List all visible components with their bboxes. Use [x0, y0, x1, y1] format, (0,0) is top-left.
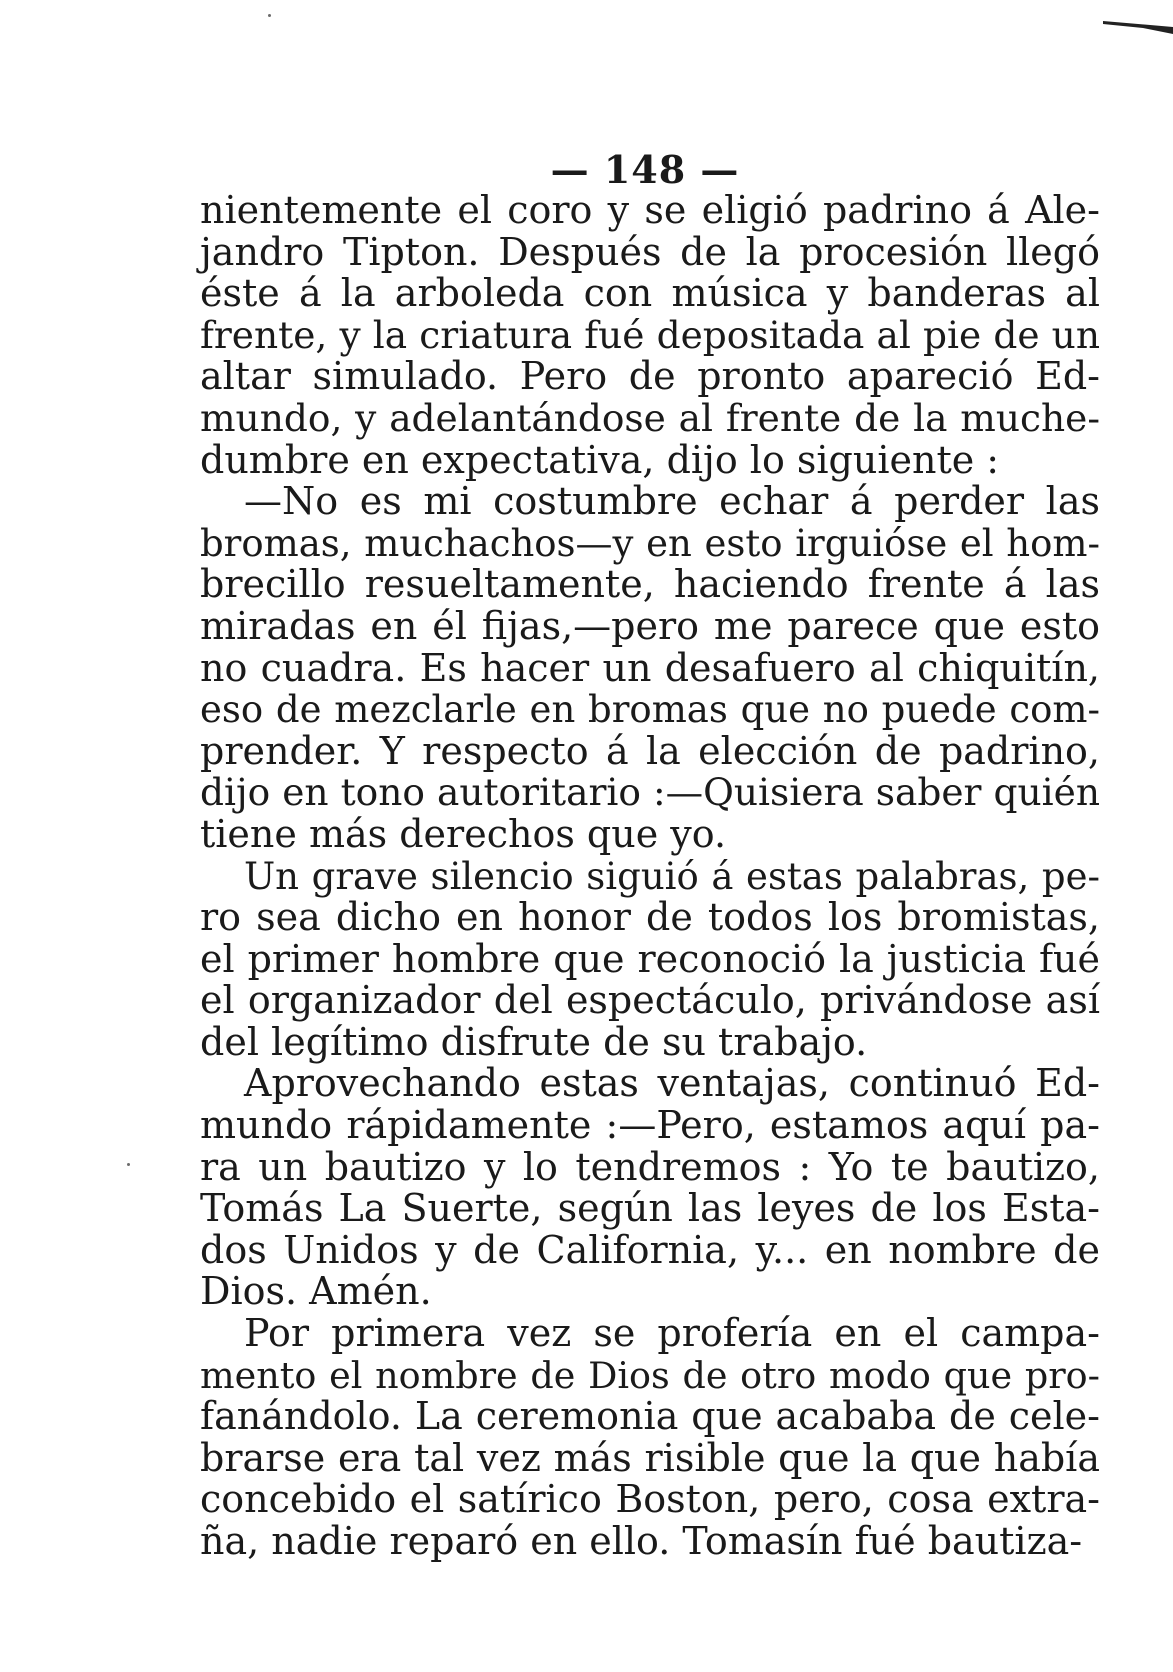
text-line: brecillo resueltamente, haciendo frente á las — [200, 562, 1100, 607]
text-line: —No es mi costumbre echar á perder las — [244, 479, 1100, 524]
text-line: éste á la arboleda con música y banderas al — [200, 271, 1100, 316]
text-line: altar simulado. Pero de pronto apareció Ed- — [200, 354, 1100, 399]
text-line: Por primera vez se profería en el campa- — [244, 1311, 1100, 1356]
body-text — [200, 190, 1100, 1563]
text-line: jandro Tipton. Después de la procesión llegó — [200, 229, 1100, 274]
text-line: el primer hombre que reconoció la justicia fué — [200, 936, 1100, 981]
text-line: dijo en tono autoritario :—Quisiera saber quién — [200, 770, 1100, 815]
paragraph — [200, 1063, 1100, 1313]
text-line: concebido el satírico Boston, pero, cosa extra- — [200, 1477, 1100, 1522]
text-line: Dios. Amén. — [200, 1269, 432, 1314]
text-line: del legítimo disfrute de su trabajo. — [200, 1019, 868, 1064]
text-line: ra un bautizo y lo tendremos : Yo te bautizo, — [200, 1144, 1100, 1189]
text-line: mundo, y adelantándose al frente de la muche- — [200, 395, 1100, 440]
text-line: tiene más derechos que yo. — [200, 811, 727, 856]
text-line: dumbre en expectativa, dijo lo siguiente : — [200, 437, 1000, 482]
text-line: eso de mezclarle en bromas que no puede com- — [200, 688, 1100, 732]
text-line: prender. Y respecto á la elección de padrino, — [200, 728, 1100, 773]
paragraph — [200, 856, 1100, 1064]
text-line: nientemente el coro y se eligió padrino á Ale- — [200, 188, 1100, 232]
text-line: miradas en él fijas,—pero me parece que esto — [200, 603, 1100, 648]
scan-edge-mark — [1103, 18, 1173, 34]
text-line: frente, y la criatura fué depositada al pie de un — [200, 312, 1100, 357]
scan-speck — [268, 14, 271, 17]
scan-speck — [127, 1163, 130, 1166]
text-line: ña, nadie reparó en ello. Tomasín fué bautiza- — [200, 1519, 1083, 1563]
text-line: bromas, muchachos—y en esto irguióse el hom- — [200, 521, 1100, 565]
text-line: ro sea dicho en honor de todos los bromistas, — [200, 895, 1100, 940]
paragraph — [200, 481, 1100, 855]
text-line: dos Unidos y de California, y... en nombre de — [200, 1227, 1100, 1272]
page-number: — 148 — — [550, 147, 740, 192]
paragraph — [200, 190, 1100, 481]
text-line: Aprovechando estas ventajas, continuó Ed- — [244, 1061, 1100, 1106]
text-line: brarse era tal vez más risible que la que había — [200, 1435, 1100, 1480]
text-line: Un grave silencio siguió á estas palabras, pe- — [244, 854, 1100, 898]
paragraph — [200, 1313, 1100, 1563]
text-line: el organizador del espectáculo, privándose así — [200, 978, 1100, 1023]
text-line: mento el nombre de Dios de otro modo que pro- — [200, 1353, 1100, 1397]
text-line: fanándolo. La ceremonia que acababa de cele- — [200, 1394, 1100, 1439]
text-line: no cuadra. Es hacer un desafuero al chiquitín, — [200, 645, 1100, 690]
text-line: mundo rápidamente :—Pero, estamos aquí pa- — [200, 1103, 1100, 1148]
text-line: Tomás La Suerte, según las leyes de los Esta- — [200, 1186, 1100, 1231]
